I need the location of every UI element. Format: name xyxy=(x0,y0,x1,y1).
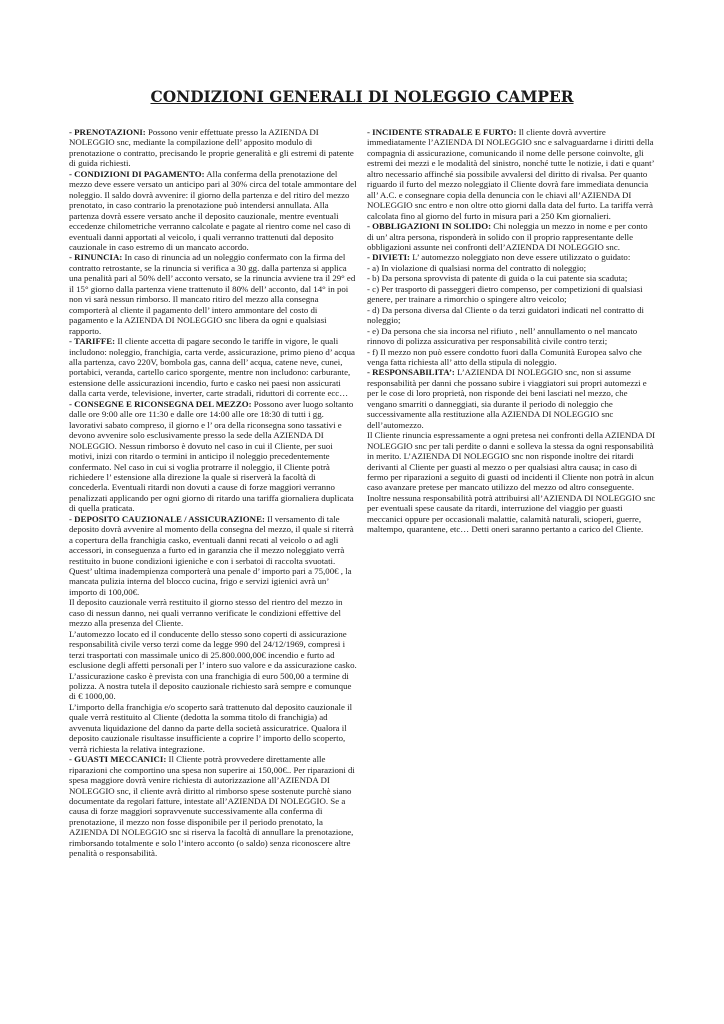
clause-obbligazioni xyxy=(367,221,656,252)
clause-text: Il versamento di tale deposito dovrà avvenire al momento della consegna del mezzo, il quale si riterrà a copertura della franchigia casko, eventuali danni recati al veicolo o ad agli accessori, in conseguenza a furto ed in garanzia che il mezzo noleggiato verrà restituito in buone condizioni igieniche e con i serbatoi di raccolta svuotati. Quest’ ultima inadempienza comporterà una penale d’ importo pari a 75,00€ , la mancata pulizia interna del blocco cucina, frigo e servizi igienici avrà un’ importo di 100,00€. xyxy=(69,513,354,597)
paragraph-restituzione-deposito xyxy=(69,597,357,628)
clause-text: - b) Da persona sprovvista di patente di guida o la cui patente sia scaduta; xyxy=(367,273,628,284)
clause-text: - c) Per trasporto di passeggeri dietro compenso, per competizioni di qualsiasi genere, per trainare a rimorchio o spingere altro veicolo; xyxy=(367,283,643,305)
right-column xyxy=(367,127,656,535)
clause-text: - f) Il mezzo non può essere condotto fuori dalla Comunità Europea salvo che venga fatta richiesta all’ atto della stipula di noleggio. xyxy=(367,346,642,367)
divieto-item-e xyxy=(367,326,656,347)
clause-divieti xyxy=(367,252,656,262)
clause-text: - a) In violazione di qualsiasi norma del contratto di noleggio; xyxy=(367,262,587,273)
clause-deposito-cauzionale xyxy=(69,514,357,598)
clause-condizioni-pagamento xyxy=(69,169,357,253)
clause-heading: - RINUNCIA: xyxy=(69,252,123,263)
clause-heading: - GUASTI MECCANICI: xyxy=(69,754,167,765)
clause-heading: - DEPOSITO CAUZIONALE / ASSICURAZIONE: xyxy=(69,513,265,524)
clause-text: - e) Da persona che sia incorsa nel rifiuto , nell’ annullamento o nel mancato rinnovo di polizza assicurativa per responsabilità civile contro terzi; xyxy=(367,325,638,347)
clause-rinuncia xyxy=(69,252,357,336)
clause-text: L’automezzo locato ed il conducente dello stesso sono coperti di assicurazione responsabilità civile verso terzi come da legge 990 del 24/12/1969, compresi i terzi trasportati con massimale unico di 25.800.000,00€ incendio e furto ad esclusione degli affetti personali per l’ intero suo valore e da assicurazione casko. L’assicurazione casko è prevista con una franchigia di euro 500,00 a termine di polizza. A nostra tutela il deposito cauzionale richiesto sarà sempre e comunque di € 1000,00. xyxy=(69,628,357,702)
clause-text: L’AZIENDA DI NOLEGGIO snc, non si assume responsabilità per danni che possano subire i viaggiatori sui propri automezzi e per le cose di loro proprietà, non risponde dei beni lasciati nel mezzo, che vengano smarriti o danneggiati, sia durante il periodo di noleggio che successivamente alla restituzione alla AZIENDA DI NOLEGGIO snc dell’automezzo. xyxy=(367,367,647,430)
clause-heading: - DIVIETI: xyxy=(367,252,410,263)
clause-heading: - PRENOTAZIONI: xyxy=(69,127,146,137)
clause-text: Possono venir effettuate presso la AZIENDA DI NOLEGGIO snc, mediante la compilazione dell’ apposito modulo di prenotazione o contratto, precisando le proprie generalità e gli estremi di patente di guida richiesti. xyxy=(69,127,354,169)
paragraph-franchigia xyxy=(69,702,357,754)
clause-heading: - CONDIZIONI DI PAGAMENTO: xyxy=(69,168,205,179)
left-column xyxy=(69,127,357,859)
clause-tariffe xyxy=(69,336,357,399)
paragraph-assicurazione xyxy=(69,629,357,702)
clause-text: Possono aver luogo soltanto dalle ore 9:00 alle ore 11:30 e dalle ore 14:00 alle ore 18:30 di tutti i gg. lavorativi sabato compreso, il giorno e l’ ora della riconsegna sono tassativi e devono avvenire solo esclusivamente presso la sede della AZIENDA DI NOLEGGIO. Nessun rimborso è dovuto nel caso in cui il Cliente, per suoi motivi, inizi con ritardo o termini in anticipo il noleggio precedentemente confermato. Nel caso in cui si voglia protrarre il noleggio, il Cliente potrà richiedere l’ estensione alla direzione la quale si riserverà la facoltà di concederla. Eventuali ritardi non dovuti a cause di forze maggiori verranno penalizzati applicando per ogni giorno di ritardo una tariffa giornaliera duplicata di quella praticata. xyxy=(69,398,354,514)
clause-text: Il cliente dovrà avvertire immediatamente l’AZIENDA DI NOLEGGIO snc e salvaguardarne i diritti della compagnia di assicurazione, comunicando il nome delle persone coinvolte, gli estremi dei mezzi e le modalità del sinistro, nonché tutte le notizie, i dati e quant’ altro necessario affinché sia possibile avvalersi del diritto di rivalsa. Per quanto riguardo il furto del mezzo noleggiato il Cliente dovrà fare immediata denuncia all’ A.C. e consegnare copia della denuncia con le chiavi all’AZIENDA DI NOLEGGIO snc entro e non oltre otto giorni dalla data del furto. La tariffa verrà calcolata fino al giorno del furto in misura pari a 250 Km giornalieri. xyxy=(367,127,654,221)
clause-text: Chi noleggia un mezzo in nome e per conto di un’ altra persona, risponderà in solido con il proprio rappresentante delle obbligazioni assunte nei confronti dell’AZIENDA DI NOLEGGIO snc. xyxy=(367,221,648,252)
clause-text: Il Cliente potrà provvedere direttamente alle riparazioni che comportino una spesa non superire ai 150,00€.. Per riparazioni di spesa maggiore dovrà venire richiesta di autorizzazione all’AZIENDA DI NOLEGGIO snc, il cliente avrà diritto al rimborso spese sostenute purchè siano documentate da regolari fatture, intestate all’AZIENDA DI NOLEGGIO. Se a causa di forze maggiori sopravvenute successivamente alla conferma di prenotazione, il mezzo non fosse disponibile per il periodo prenotato, la AZIENDA DI NOLEGGIO snc si riserva la facoltà di annullare la prenotazione, rimborsando totalmente e solo l’intero acconto (o saldo) senza riconoscere altre penalità o responsabilità. xyxy=(69,754,355,859)
clause-incidente-furto xyxy=(367,127,656,221)
clause-text: Il deposito cauzionale verrà restituito il giorno stesso del rientro del mezzo in caso di nessun danno, nei quali verranno verificate le condizioni effettive del mezzo alla presenza del Cliente. xyxy=(69,597,343,629)
clause-consegne xyxy=(69,399,357,514)
divieto-item-f xyxy=(367,347,656,368)
clause-text: In caso di rinuncia ad un noleggio confermato con la firma del contratto retrostante, se la rinuncia si verifica a 30 gg. dalla partenza si applica una penalità pari al 50% dell’ acconto versato, se la rinuncia avviene tra il 29° ed il 15° giorno dalla partenza viene trattenuto il 80% dell’ acconto, dal 14° in poi non vi sarà nessun rimborso. Il mancato ritiro del mezzo alla consegna comporterà al cliente il pagamento dell’ intero ammontare del costo di pagamento e la AZIENDA DI NOLEGGIO snc libera da ogni e qualsiasi rapporto. xyxy=(69,252,356,336)
divieto-item-b xyxy=(367,273,656,283)
document-title: CONDIZIONI GENERALI DI NOLEGGIO CAMPER xyxy=(150,88,574,106)
paragraph-rinuncia-pretese xyxy=(367,430,656,535)
clause-heading: - CONSEGNE E RICONSEGNA DEL MEZZO: xyxy=(69,398,252,409)
divieto-item-a xyxy=(367,263,656,273)
clause-heading: - RESPONSABILITA’: xyxy=(367,367,455,378)
clause-text: Il cliente accetta di pagare secondo le tariffe in vigore, le quali includono: noleggio, franchigia, carta verde, assicurazione, primo pieno d’ acqua alla partenza, cavo 220V, bombola gas, canna dell’ acqua, catene neve, cunei, portabici, veranda, cartello carico sporgente, mentre non includono: carburante, estensione delle assicurazioni incendio, furto e casko nei paesi non assicurati dalla carta verde, televisione, inverter, carte stradali, riduttori di corrente ecc… xyxy=(69,336,355,399)
divieto-item-d xyxy=(367,305,656,326)
clause-text: L’importo della franchigia e/o scoperto sarà trattenuto dal deposito cauzionale il quale verrà restituito al Cliente (dedotta la somma titolo di franchigia) ad avvenuta liquidazione del danno da parte della società assicuratrice. Qualora il deposito cauzionale risultasse insufficiente a coprire l’ importo dello scoperto, verrà richiesta la relativa integrazione. xyxy=(69,701,353,754)
clause-text: Il Cliente rinuncia espressamente a ogni pretesa nei confronti della AZIENDA DI NOLEGGIO snc per tali perdite o danni e solleva la stessa da ogni responsabilità in merito. L’AZIENDA DI NOLEGGIO snc non risponde inoltre dei ritardi derivanti al Cliente per guasti al mezzo o per qualsiasi altra causa; in caso di fermo per riparazioni a seguito di guasti od incidenti il Cliente non potrà in alcun caso avanzare pretese per mancato utilizzo del mezzo od altro conseguente. Inoltre nessuna responsabilità potrà attribuirsi all’AZIENDA DI NOLEGGIO snc per eventuali spese causate da ritardi, interruzione del viaggio per guasti meccanici oppure per occasionali malattie, calamità naturali, scioperi, guerre, maltempo, quarantene, etc… Detti oneri saranno pertanto a carico del Cliente. xyxy=(367,430,656,535)
clause-heading: - TARIFFE: xyxy=(69,336,116,347)
clause-text: Alla conferma della prenotazione del mezzo deve essere versato un anticipo pari al 30% circa del totale ammontare del noleggio. Il saldo dovrà avvenire: il giorno della partenza e del ritiro del mezzo prenotato, in caso contrario la prenotazione può intendersi annullata. Alla partenza dovrà essere versato anche il deposito cauzionale, mentre eventuali eccedenze chilometriche verranno calcolate e pagate al rientro come nel caso di eventuali danni apportati al veicolo, i quali verranno trattenuti dal deposito cauzionale in caso estremo di un mancato accordo. xyxy=(69,168,357,252)
clause-text: L’ automezzo noleggiato non deve essere utilizzato o guidato: xyxy=(410,252,631,263)
clause-responsabilita xyxy=(367,367,656,430)
divieto-item-c xyxy=(367,284,656,305)
clause-heading: - OBBLIGAZIONI IN SOLIDO: xyxy=(367,221,492,232)
clause-prenotazioni xyxy=(69,127,357,169)
clause-heading: - INCIDENTE STRADALE E FURTO: xyxy=(367,127,517,137)
clause-text: - d) Da persona diversa dal Cliente o da terzi guidatori indicati nel contratto di noleggio; xyxy=(367,304,645,326)
clause-guasti-meccanici xyxy=(69,754,357,859)
